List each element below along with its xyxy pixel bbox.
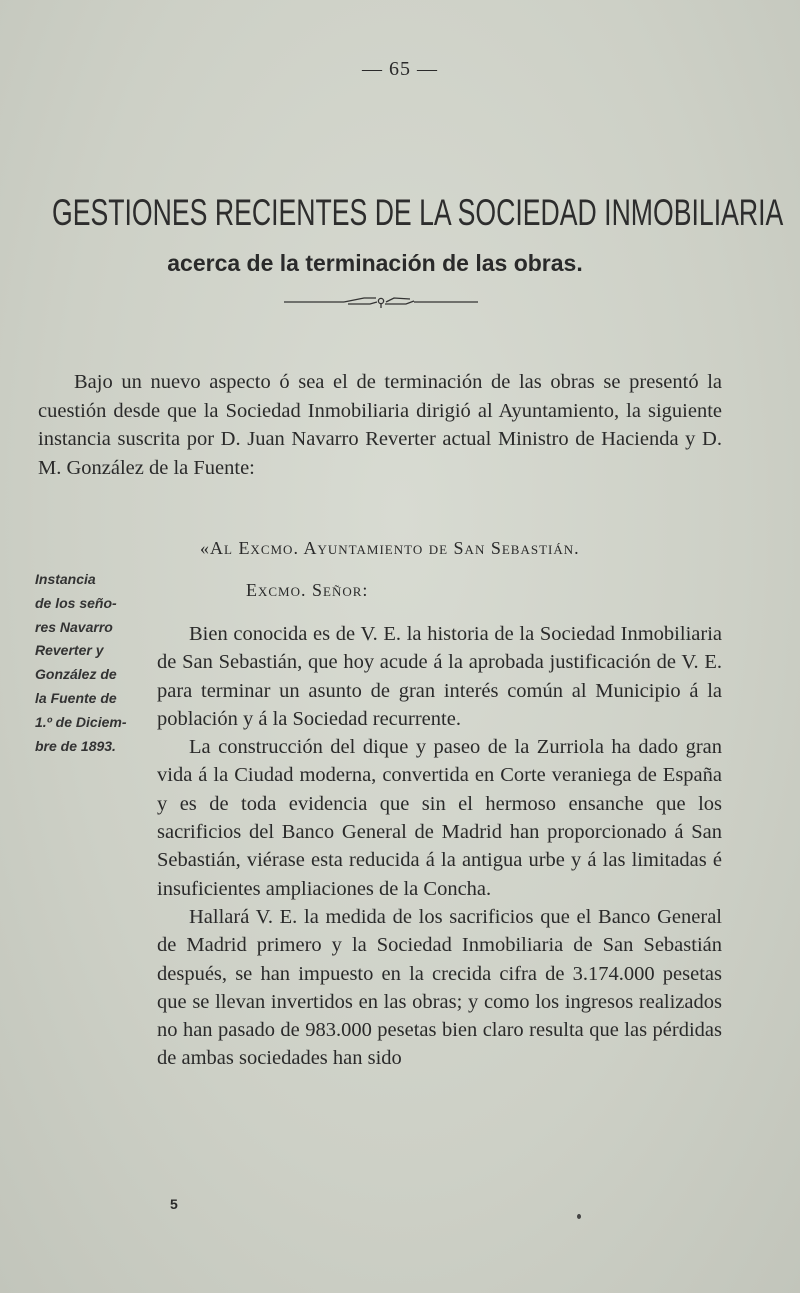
margin-note-line: Reverter y xyxy=(35,642,104,659)
margin-note-line: 1.º de Diciem- xyxy=(35,713,127,730)
page-number: — 65 — xyxy=(362,58,438,80)
page-title: GESTIONES RECIENTES DE LA SOCIEDAD INMOBILIARIA xyxy=(52,192,784,233)
ink-speck xyxy=(577,1214,581,1219)
margin-note-line: González de xyxy=(35,666,117,683)
letter-salutation: Excmo. Señor: xyxy=(246,580,369,600)
signature-mark: 5 xyxy=(170,1196,178,1212)
divider-ornament xyxy=(282,293,482,309)
margin-note xyxy=(35,568,147,758)
margin-note-line: Instancia xyxy=(35,571,96,587)
letter-address: «Al Excmo. Ayuntamiento de San Sebastián. xyxy=(200,538,580,558)
margin-note-line: la Fuente de xyxy=(35,689,117,706)
margin-note-line: de los seño- xyxy=(35,594,117,611)
letter-body xyxy=(157,620,722,1073)
margin-note-line: res Navarro xyxy=(35,618,113,635)
letter-paragraph: Hallará V. E. la medida de los sacrificios que el Banco General de Madrid primero y la Sociedad Inmobiliaria de San Sebastián después, se han impuesto en la crecida cifra de 3.174.000 pesetas que se llevan invertidos en las obras; y como los ingresos realizados no han pasado de 983.000 pesetas bien claro resulta que las pérdidas de ambas sociedades han sido xyxy=(157,905,722,1070)
letter-paragraph: Bien conocida es de V. E. la historia de la Sociedad Inmobiliaria de San Sebastián, que hoy acude á la aprobada justificación de V. E. para terminar un asunto de gran interés común al Municipio á la población y á la Sociedad recurrente. xyxy=(157,623,722,730)
intro-paragraph: Bajo un nuevo aspecto ó sea el de terminación de las obras se presentó la cuestión desde que la Sociedad Inmobiliaria dirigió al Ayuntamiento, la siguiente instancia suscrita por D. Juan Navarro Reverter actual Ministro de Hacienda y D. M. González de la Fuente: xyxy=(38,371,722,479)
margin-note-line: bre de 1893. xyxy=(35,737,116,754)
letter-paragraph: La construcción del dique y paseo de la Zurriola ha dado gran vida á la Ciudad moderna, convertida en Corte veraniega de España y es de toda evidencia que sin el hermoso ensanche que los sacrificios del Banco General de Madrid han proporcionado á San Sebastián, viérase esta reducida á la antigua urbe y á las limitadas é insuficientes ampliaciones de la Concha. xyxy=(157,736,722,900)
page-subtitle: acerca de la terminación de las obras. xyxy=(167,250,583,276)
